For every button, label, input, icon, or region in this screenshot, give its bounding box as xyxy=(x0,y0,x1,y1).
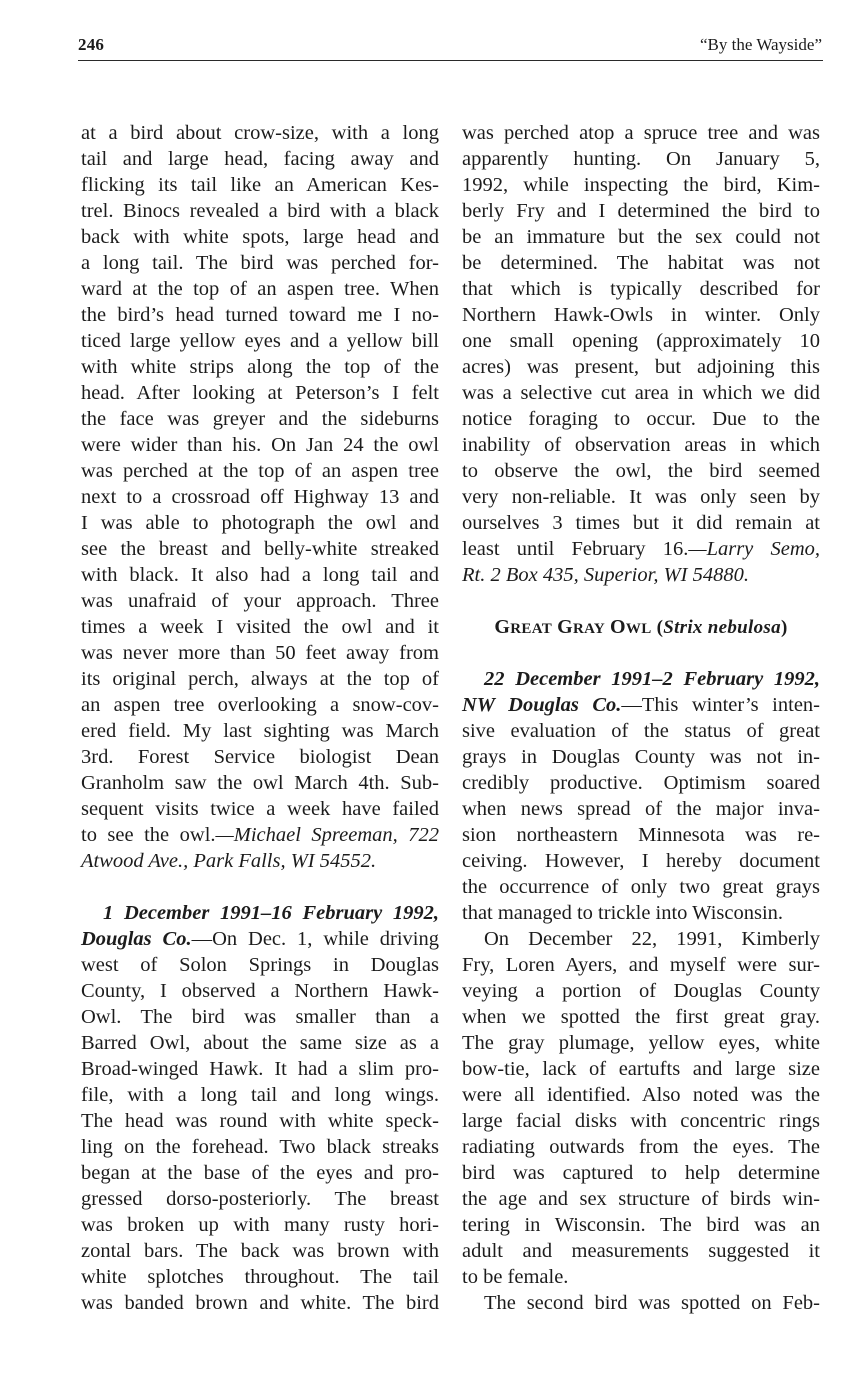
text-line: Fry, Loren Ayers, and myself were sur- xyxy=(462,954,820,976)
text-line: one small opening (approximately 10 xyxy=(462,330,820,352)
text-line: was banded brown and white. The bird xyxy=(81,1292,439,1314)
text-line: apparently hunting. On January 5, xyxy=(462,148,820,170)
hawk-owl-account-douglas xyxy=(81,900,439,1316)
text-line: Broad-winged Hawk. It had a slim pro- xyxy=(81,1058,439,1080)
hawk-owl-account-continued xyxy=(81,120,439,874)
text-line: sive evaluation of the status of great xyxy=(462,720,820,742)
text-line: was a selective cut area in which we did xyxy=(462,382,820,404)
text-line: file, with a long tail and long wings. xyxy=(81,1084,439,1106)
text-line: 3rd. Forest Service biologist Dean xyxy=(81,746,439,768)
paragraph-gap xyxy=(81,874,439,900)
text-line: ward at the top of an aspen tree. When xyxy=(81,278,439,300)
species-heading: GREAT GRAY OWL (Strix nebulosa) xyxy=(494,616,788,638)
paren-close: ) xyxy=(780,617,788,638)
text-line: when news spread of the major inva- xyxy=(462,798,820,820)
text-line: The second bird was spotted on Feb- xyxy=(484,1292,820,1314)
text-line: be determined. The habitat was not xyxy=(462,252,820,274)
header-rule xyxy=(78,60,823,61)
hawk-owl-account-douglas-continued xyxy=(462,120,820,588)
text-line: that which is typically described for xyxy=(462,278,820,300)
text-line: with white strips along the top of the xyxy=(81,356,439,378)
text-line: back with white spots, large head and xyxy=(81,226,439,248)
text-line: with black. It also had a long tail and xyxy=(81,564,439,586)
paragraph-gap xyxy=(462,588,820,614)
author-address: Rt. 2 Box 435, Superior, WI 54880. xyxy=(462,564,749,586)
text-line: times a week I visited the owl and it xyxy=(81,616,439,638)
entry-location: Douglas Co. xyxy=(81,928,192,950)
text-line: ceiving. However, I hereby document xyxy=(462,850,820,872)
text-line: were wider than his. On Jan 24 the owl xyxy=(81,434,439,456)
text-line: at a bird about crow-size, with a long xyxy=(81,122,439,144)
text-line: tail and large head, facing away and xyxy=(81,148,439,170)
text-line: next to a crossroad off Highway 13 and xyxy=(81,486,439,508)
text-line: Owl. The bird was smaller than a xyxy=(81,1006,439,1028)
text-line: sion northeastern Minnesota was re- xyxy=(462,824,820,846)
text-line: The head was round with white speck- xyxy=(81,1110,439,1132)
text-line: west of Solon Springs in Douglas xyxy=(81,954,439,976)
entry-date: 1 December 1991–16 February 1992, xyxy=(103,902,439,924)
text-line: was never more than 50 feet away from xyxy=(81,642,439,664)
text-line: notice foraging to occur. Due to the xyxy=(462,408,820,430)
entry-location: NW Douglas Co. xyxy=(462,694,622,716)
entry-text: —This winter’s inten- xyxy=(621,694,820,716)
text-line: the bird’s head turned toward me I no- xyxy=(81,304,439,326)
text-line: was broken up with many rusty hori- xyxy=(81,1214,439,1236)
text-line: Barred Owl, about the same size as a xyxy=(81,1032,439,1054)
text-line: white splotches throughout. The tail xyxy=(81,1266,439,1288)
text-line: tering in Wisconsin. The bird was an xyxy=(462,1214,820,1236)
page-header xyxy=(78,33,822,61)
signoff-line xyxy=(81,822,439,848)
text-line: radiating outwards from the eyes. The xyxy=(462,1136,820,1158)
entry-date: 22 December 1991–2 February 1992, xyxy=(484,668,820,690)
text-line: inability of observation areas in which xyxy=(462,434,820,456)
text-line: was perched at the top of an aspen tree xyxy=(81,460,439,482)
text-line: I was able to photograph the owl and xyxy=(81,512,439,534)
entry-location-line xyxy=(462,692,820,718)
text-line: when we spotted the first great gray. xyxy=(462,1006,820,1028)
text-line: acres) was present, but adjoining this xyxy=(462,356,820,378)
author-address: Atwood Ave., Park Falls, WI 54552. xyxy=(81,850,377,872)
text-line: were all identified. Also noted was the xyxy=(462,1084,820,1106)
running-title: “By the Wayside” xyxy=(699,35,822,54)
signoff-line xyxy=(462,536,820,562)
text-line: bird was captured to help determine xyxy=(462,1162,820,1184)
entry-location-line xyxy=(81,926,439,952)
text-line: a long tail. The bird was perched for- xyxy=(81,252,439,274)
text-line: credibly productive. Optimism soared xyxy=(462,772,820,794)
right-column xyxy=(462,120,820,1316)
entry-date-line xyxy=(81,900,439,926)
text-line: see the breast and belly-white streaked xyxy=(81,538,439,560)
left-column xyxy=(81,120,439,1316)
text-line: grays in Douglas County was not in- xyxy=(462,746,820,768)
text-line: the face was greyer and the sideburns xyxy=(81,408,439,430)
author-name: —Larry Semo, xyxy=(688,538,820,560)
text-line: ered field. My last sighting was March xyxy=(81,720,439,742)
signoff-prefix: least until February 16. xyxy=(462,538,689,560)
text-line: was unafraid of your approach. Three xyxy=(81,590,439,612)
great-gray-owl-account xyxy=(462,666,820,1316)
text-line: be an immature but the sex could not xyxy=(462,226,820,248)
text-line: gressed dorso-posteriorly. The breast xyxy=(81,1188,439,1210)
text-line: Northern Hawk-Owls in winter. Only xyxy=(462,304,820,326)
text-line: sequent visits twice a week have failed xyxy=(81,798,439,820)
scientific-name: Strix nebulosa xyxy=(663,617,781,638)
paragraph-gap xyxy=(462,640,820,666)
text-line: to observe the owl, the bird seemed xyxy=(462,460,820,482)
text-line: zontal bars. The back was brown with xyxy=(81,1240,439,1262)
text-line: to be female. xyxy=(462,1266,569,1288)
author-name: —Michael Spreeman, 722 xyxy=(215,824,439,846)
text-line: ourselves 3 times but it did remain at xyxy=(462,512,820,534)
text-line: began at the base of the eyes and pro- xyxy=(81,1162,439,1184)
text-line: veying a portion of Douglas County xyxy=(462,980,820,1002)
text-line: trel. Binocs revealed a bird with a black xyxy=(81,200,439,222)
entry-date-line xyxy=(462,666,820,692)
text-line: Granholm saw the owl March 4th. Sub- xyxy=(81,772,439,794)
text-line: bow-tie, lack of eartufts and large size xyxy=(462,1058,820,1080)
text-line: ticed large yellow eyes and a yellow bill xyxy=(81,330,439,352)
text-line: adult and measurements suggested it xyxy=(462,1240,820,1262)
paren-open: ( xyxy=(656,617,664,638)
text-line: The gray plumage, yellow eyes, white xyxy=(462,1032,820,1054)
text-line: head. After looking at Peterson’s I felt xyxy=(81,382,439,404)
text-line: an aspen tree overlooking a snow-cov- xyxy=(81,694,439,716)
text-line: the age and sex structure of birds win- xyxy=(462,1188,820,1210)
text-line: On December 22, 1991, Kimberly xyxy=(484,928,820,950)
text-line: 1992, while inspecting the bird, Kim- xyxy=(462,174,820,196)
text-line: very non-reliable. It was only seen by xyxy=(462,486,820,508)
text-line: flicking its tail like an American Kes- xyxy=(81,174,439,196)
text-line: berly Fry and I determined the bird to xyxy=(462,200,820,222)
text-line: County, I observed a Northern Hawk- xyxy=(81,980,439,1002)
page-number: 246 xyxy=(78,35,105,54)
text-line: was perched atop a spruce tree and was xyxy=(462,122,820,144)
text-line: large facial disks with concentric rings xyxy=(462,1110,820,1132)
text-line: that managed to trickle into Wisconsin. xyxy=(462,902,784,924)
text-line: its original perch, always at the top of xyxy=(81,668,439,690)
text-line: the occurrence of only two great grays xyxy=(462,876,820,898)
entry-text: —On Dec. 1, while driving xyxy=(191,928,439,950)
signoff-prefix: to see the owl. xyxy=(81,824,216,846)
text-line: ling on the forehead. Two black streaks xyxy=(81,1136,439,1158)
